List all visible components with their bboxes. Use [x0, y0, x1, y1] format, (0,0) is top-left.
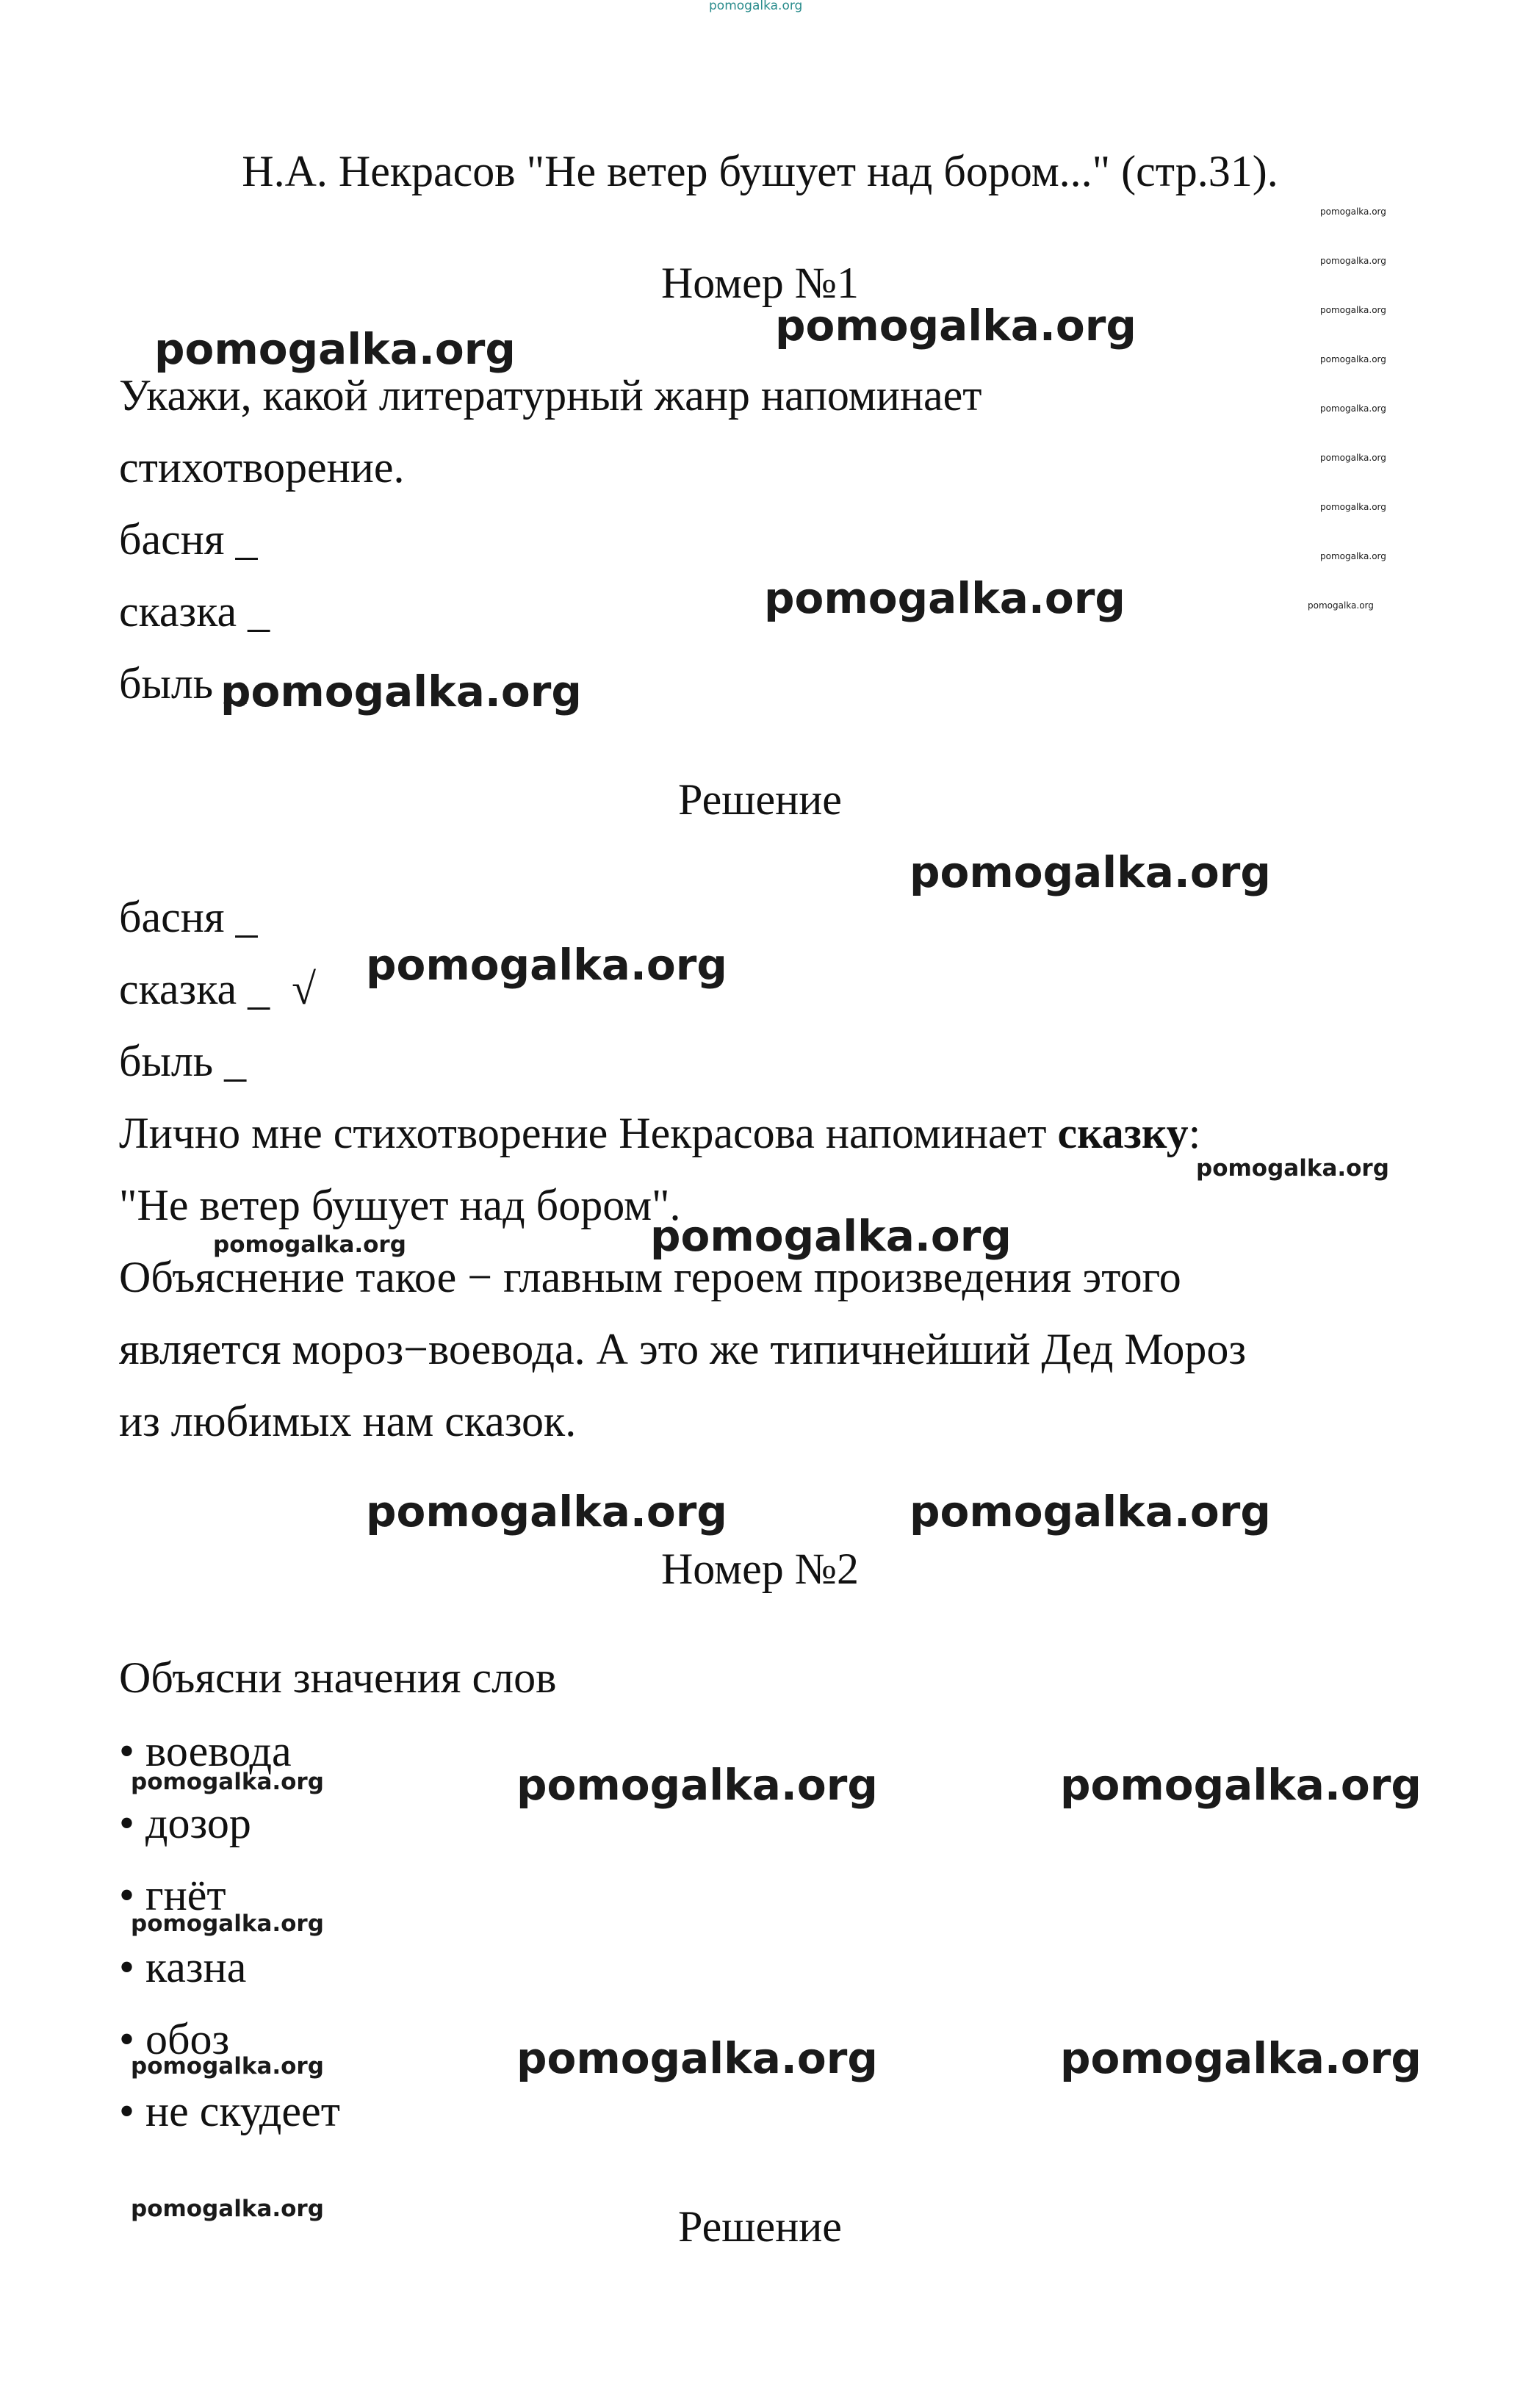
watermark: pomogalka.org — [516, 1760, 878, 1810]
watermark: pomogalka.org — [764, 573, 1125, 623]
watermark: pomogalka.org — [1060, 2033, 1422, 2083]
watermark: pomogalka.org — [1320, 354, 1386, 364]
site-header-link[interactable]: pomogalka.org — [709, 0, 803, 13]
watermark: pomogalka.org — [1320, 256, 1386, 266]
task1-solution-heading: Решение — [678, 775, 842, 824]
task2-prompt: Объясни значения слов — [119, 1653, 557, 1702]
watermark: pomogalka.org — [516, 2033, 878, 2083]
watermark: pomogalka.org — [1308, 600, 1374, 611]
answer-label: сказка _ — [119, 965, 270, 1013]
task1-reason-line1: Объяснение такое − главным героем произведения этого — [119, 1253, 1181, 1301]
check-mark-icon: √ — [292, 965, 317, 1013]
task2-word: • обоз — [119, 2015, 230, 2063]
task1-heading: Номер №1 — [660, 259, 860, 307]
watermark: pomogalka.org — [131, 1911, 324, 1937]
watermark: pomogalka.org — [910, 1487, 1271, 1537]
watermark: pomogalka.org — [775, 301, 1137, 351]
watermark: pomogalka.org — [1320, 403, 1386, 414]
task2-heading: Номер №2 — [660, 1545, 860, 1593]
watermark: pomogalka.org — [366, 940, 727, 990]
task1-option-fairytale: сказка _ — [119, 587, 270, 636]
task1-option-tale: быль _ — [119, 659, 247, 708]
watermark: pomogalka.org — [1320, 453, 1386, 463]
task1-answer-fairytale — [119, 967, 316, 1011]
task2-word: • дозор — [119, 1799, 251, 1847]
task1-question-line2: стихотворение. — [119, 443, 405, 492]
watermark: pomogalka.org — [131, 2053, 324, 2080]
task1-question-line1: Укажи, какой литературный жанр напоминает — [119, 371, 982, 420]
watermark: pomogalka.org — [910, 847, 1271, 897]
explanation-prefix: Лично мне стихотворение Некрасова напоминает — [119, 1109, 1058, 1157]
watermark: pomogalka.org — [1320, 502, 1386, 512]
watermark: pomogalka.org — [213, 1232, 406, 1258]
watermark: pomogalka.org — [1320, 206, 1386, 217]
watermark: pomogalka.org — [131, 2196, 324, 2222]
task2-word: • гнёт — [119, 1871, 226, 1919]
task2-word: • не скудеет — [119, 2087, 340, 2135]
task2-solution-heading: Решение — [678, 2202, 842, 2251]
watermark: pomogalka.org — [220, 666, 582, 716]
watermark: pomogalka.org — [154, 324, 516, 374]
task1-quote: "Не ветер бушует над бором". — [119, 1181, 681, 1229]
task1-option-fable: басня _ — [119, 515, 258, 564]
page-title: Н.А. Некрасов "Не ветер бушует над бором..." (стр.31). — [242, 147, 1278, 195]
watermark: pomogalka.org — [1060, 1760, 1422, 1810]
task2-word: • воевода — [119, 1727, 292, 1775]
watermark: pomogalka.org — [1320, 551, 1386, 561]
task1-answer-fable: басня _ — [119, 893, 258, 941]
watermark: pomogalka.org — [1320, 305, 1386, 315]
watermark: pomogalka.org — [650, 1211, 1012, 1261]
watermark: pomogalka.org — [1196, 1155, 1389, 1182]
task1-reason-line3: из любимых нам сказок. — [119, 1397, 577, 1445]
task1-answer-tale: быль _ — [119, 1037, 247, 1085]
task1-explanation — [119, 1111, 1200, 1155]
watermark: pomogalka.org — [366, 1487, 727, 1537]
explanation-suffix: : — [1188, 1109, 1201, 1157]
task1-reason-line2: является мороз−воевода. А это же типичнейший Дед Мороз — [119, 1325, 1247, 1373]
explanation-answer: сказку — [1057, 1109, 1189, 1157]
task2-word: • казна — [119, 1943, 247, 1991]
watermark: pomogalka.org — [131, 1769, 324, 1795]
